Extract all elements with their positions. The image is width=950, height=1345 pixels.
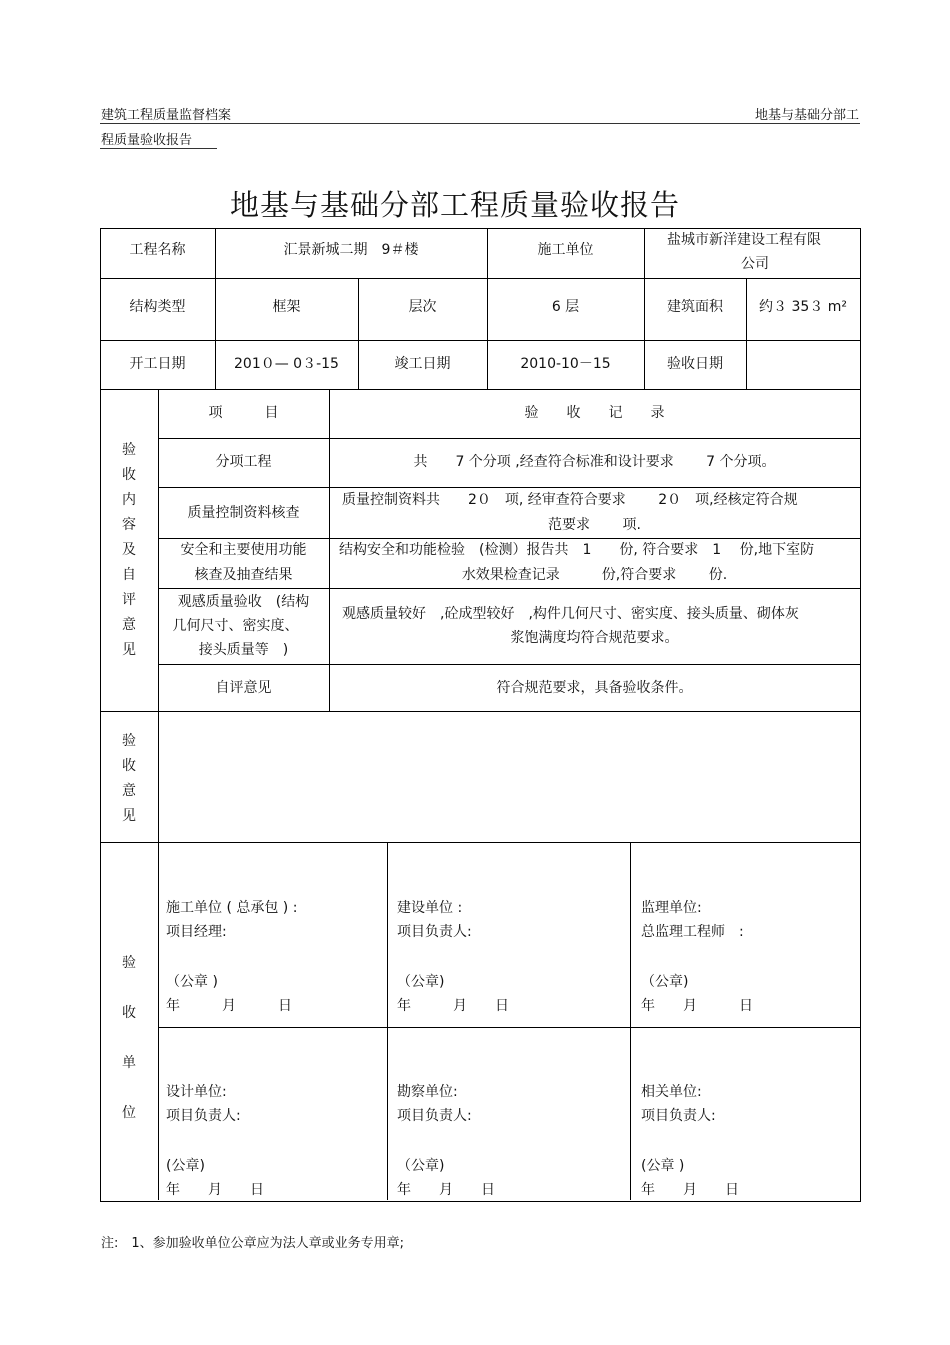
sign-block-surveyor: 勘察单位: 项目负责人: （公章) 年 月 日 [397,1084,495,1198]
review-item-safety-check-line1: 安全和主要使用功能 [180,542,307,558]
area-label: 建筑面积 [667,299,723,315]
sign-block-owner: 建设单位 : 项目负责人: （公章) 年 月 日 [397,900,509,1014]
archive-label: 建筑工程质量监督档案 [101,108,232,123]
header-rule [100,123,860,124]
review-record-safety-check-line2: 水效果检查记录 份,符合要求 份. [461,567,728,583]
sign-block-related: 相关单位: 项目负责人: (公章 ) 年 月 日 [641,1084,739,1198]
structure-type-label: 结构类型 [129,299,186,315]
sign-block-designer: 设计单位: 项目负责人: (公章) 年 月 日 [166,1084,264,1198]
signatures-side-label: 验 收 单 位 [122,955,136,1121]
acceptance-opinion-side-label: 验 收 意 见 [122,733,136,824]
review-record-quality-docs-line2: 范要求 项. [548,517,641,533]
floors-label: 层次 [408,299,437,315]
sign-block-supervisor: 监理单位: 总监理工程师 : （公章) 年 月 日 [641,900,753,1014]
contractor-value-line1: 盐城市新洋建设工程有限 [667,232,821,248]
review-record-safety-check-line1: 结构安全和功能检验 (检测）报告共 1 份, 符合要求 1 份,地下室防 [339,542,815,558]
review-item-quality-docs: 质量控制资料核查 [187,505,300,521]
start-date-label: 开工日期 [129,356,186,372]
page-title: 地基与基础分部工程质量验收报告 [229,188,680,222]
header-subtitle-rule [100,148,217,149]
review-item-appearance-line1: 观感质量验收 (结构 [177,594,310,610]
review-item-appearance-line3: 接头质量等 ) [198,642,289,658]
review-item-sub-projects: 分项工程 [215,454,272,470]
header-subtitle: 程质量验收报告 [101,133,193,148]
review-record-appearance-line1: 观感质量较好 ,砼成型较好 ,构件几何尺寸、密实度、接头质量、砌体灰 [342,606,799,622]
start-date-value: 201０— 0３-15 [234,356,339,372]
item-column-header: 项 目 [208,405,279,421]
footnote: 注: 1、参加验收单位公章应为法人章或业务专用章; [101,1236,405,1251]
project-name-label: 工程名称 [129,242,186,258]
sign-block-contractor: 施工单位 ( 总承包 ) : 项目经理: （公章 ) 年 月 日 [166,900,298,1014]
review-record-quality-docs-line1: 质量控制资料共 2０ 项, 经审查符合要求 2０ 项,经核定符合规 [342,492,798,508]
contractor-label: 施工单位 [537,242,594,258]
acceptance-date-label: 验收日期 [667,356,723,372]
finish-date-label: 竣工日期 [394,356,451,372]
record-column-header: 验 收 记 录 [524,405,665,421]
review-record-appearance-line2: 浆饱满度均符合规范要求。 [510,630,679,646]
header-right-label: 地基与基础分部工 [754,108,859,123]
review-record-self-assessment: 符合规范要求，具备验收条件。 [496,680,693,696]
review-item-safety-check-line2: 核查及抽查结果 [194,567,293,583]
area-value: 约３ 35３ m² [759,299,847,315]
review-record-sub-projects: 共 7 个分项 ,经查符合标准和设计要求 7 个分项。 [413,454,776,470]
structure-type-value: 框架 [272,299,301,315]
review-item-self-assessment: 自评意见 [215,680,272,696]
review-side-label: 验 收 内 容 及 自 评 意 见 [122,442,136,658]
floors-value: 6 层 [551,299,580,315]
finish-date-value: 2010-10－15 [520,356,611,372]
project-name-value: 汇景新城二期 9＃楼 [283,242,419,258]
review-item-appearance-line2: 几何尺寸、密实度、 [172,618,299,634]
contractor-value-line2: 公司 [741,256,769,272]
